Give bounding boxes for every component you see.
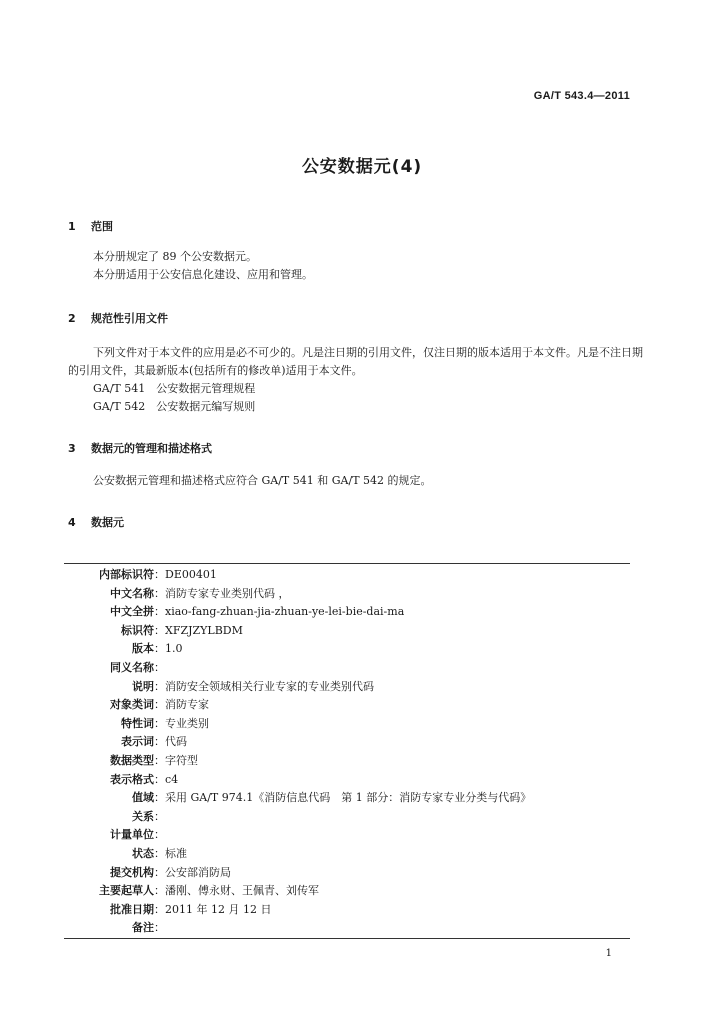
record-row: [64, 882, 624, 900]
record-row: [64, 789, 624, 807]
record-field-separator: ：: [154, 568, 165, 581]
record-row: [64, 566, 624, 584]
reference-item-1: GA/T 541 公安数据元管理规程: [93, 382, 256, 395]
reference-item-2: GA/T 542 公安数据元编写规则: [93, 400, 256, 413]
record-field-label: 计量单位: [110, 828, 154, 842]
section-title: 规范性引用文件: [91, 312, 168, 325]
section-number: 1: [68, 220, 76, 233]
record-row: [64, 733, 624, 751]
record-field-separator: ：: [154, 661, 165, 674]
record-row: [64, 919, 624, 937]
record-field-value: xiao-fang-zhuan-jia-zhuan-ye-lei-bie-dai-ma: [165, 605, 405, 619]
record-field-value: c4: [165, 772, 179, 786]
section-heading-references: [68, 310, 168, 326]
record-field-label: 批准日期: [110, 902, 154, 916]
record-row: [64, 808, 624, 826]
record-row: [64, 640, 624, 658]
record-field-label: 标识符: [121, 623, 154, 637]
record-row: [64, 771, 624, 789]
record-field-value: 字符型: [165, 754, 198, 767]
record-field-value: 潘刚、傅永财、王佩青、刘传军: [165, 884, 319, 898]
record-field-separator: ：: [154, 716, 165, 730]
section-heading-scope: [68, 218, 113, 234]
record-row: [64, 678, 624, 696]
record-field-separator: ：: [154, 679, 165, 693]
record-field-separator: ：: [154, 884, 165, 898]
record-field-separator: ：: [154, 623, 165, 637]
record-field-label: 内部标识符: [99, 568, 154, 581]
record-field-separator: ：: [154, 902, 165, 916]
record-row: [64, 826, 624, 844]
record-row: [64, 659, 624, 677]
record-field-label: 提交机构: [110, 865, 154, 879]
record-field-separator: ：: [154, 828, 165, 842]
record-field-value: 2011 年 12 月 12 日: [165, 902, 272, 916]
record-row: [64, 752, 624, 770]
record-row: [64, 864, 624, 882]
record-field-label: 中文名称: [110, 586, 154, 600]
record-field-value: DE00401: [165, 568, 217, 581]
record-row: [64, 585, 624, 603]
scope-line-2: 本分册适用于公安信息化建设、应用和管理。: [93, 268, 313, 281]
record-field-value: 公安部消防局: [165, 865, 231, 879]
record-top-rule: [64, 563, 630, 564]
record-row: [64, 622, 624, 640]
format-text: 公安数据元管理和描述格式应符合 GA/T 541 和 GA/T 542 的规定。: [93, 474, 432, 487]
record-field-value: 消防专家: [165, 698, 209, 712]
record-field-label: 数据类型: [110, 754, 154, 767]
record-field-label: 对象类词: [110, 698, 154, 712]
record-field-separator: ：: [154, 791, 165, 805]
record-field-value: 代码: [165, 735, 187, 749]
record-field-label: 说明: [132, 679, 154, 693]
record-row: [64, 901, 624, 919]
scope-line-1: 本分册规定了 89 个公安数据元。: [93, 250, 257, 263]
record-field-label: 表示格式: [110, 772, 154, 786]
section-number: 4: [68, 516, 76, 529]
record-bottom-rule: [64, 938, 630, 939]
section-title: 数据元的管理和描述格式: [91, 442, 212, 455]
record-field-separator: ：: [154, 865, 165, 879]
record-field-separator: ：: [154, 605, 165, 619]
section-title: 数据元: [91, 516, 124, 529]
record-field-separator: ：: [154, 642, 165, 656]
record-field-value: 1.0: [165, 642, 183, 656]
record-field-label: 关系: [132, 809, 154, 823]
standard-code: GA/T 543.4—2011: [533, 90, 630, 102]
record-row: [64, 603, 624, 621]
record-field-separator: ：: [154, 847, 165, 860]
record-field-separator: ：: [154, 809, 165, 823]
record-field-separator: ：: [154, 735, 165, 749]
record-row: [64, 715, 624, 733]
record-field-label: 状态: [132, 847, 154, 860]
record-field-separator: ：: [154, 586, 165, 600]
record-field-separator: ：: [154, 698, 165, 712]
section-heading-data-elements: [68, 514, 124, 530]
record-field-separator: ：: [154, 754, 165, 767]
references-intro: 下列文件对于本文件的应用是必不可少的。凡是注日期的引用文件，仅注日期的版本适用于本文件。凡是不注日期的引用文件，其最新版本(包括所有的修改单)适用于本文件。: [68, 346, 643, 377]
record-field-label: 备注: [132, 921, 154, 935]
record-field-value: 标准: [165, 847, 187, 860]
record-field-separator: ：: [154, 772, 165, 786]
record-field-separator: ：: [154, 921, 165, 935]
record-field-label: 同义名称: [110, 661, 154, 674]
page-title: 公安数据元(4): [301, 157, 423, 177]
section-heading-format: [68, 440, 212, 456]
record-field-label: 特性词: [121, 716, 154, 730]
record-row: [64, 696, 624, 714]
record-field-value: 专业类别: [165, 716, 209, 730]
record-field-label: 版本: [132, 642, 154, 656]
record-field-value: 消防专家专业类别代码 ，: [165, 586, 290, 600]
record-field-label: 主要起草人: [99, 884, 154, 898]
record-field-value: XFZJZYLBDM: [165, 623, 243, 637]
section-number: 2: [68, 312, 76, 325]
record-field-value: 消防安全领域相关行业专家的专业类别代码: [165, 679, 374, 693]
record-field-label: 值域: [132, 791, 154, 805]
record-field-label: 表示词: [121, 735, 154, 749]
section-number: 3: [68, 442, 76, 455]
record-field-label: 中文全拼: [110, 605, 154, 619]
record-field-value: 采用 GA/T 974.1《消防信息代码 第 1 部分：消防专家专业分类与代码》: [165, 791, 532, 805]
record-row: [64, 845, 624, 863]
page-number: 1: [605, 948, 612, 959]
section-title: 范围: [91, 220, 113, 233]
